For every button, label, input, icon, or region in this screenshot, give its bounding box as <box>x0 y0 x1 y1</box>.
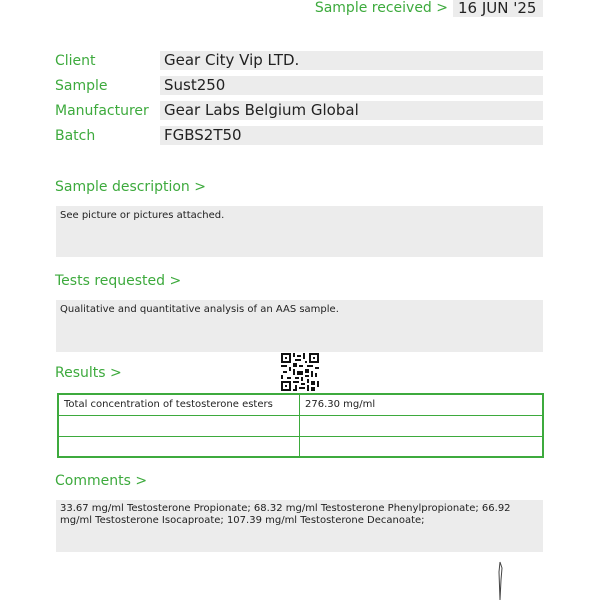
comments-heading: Comments > <box>55 473 148 489</box>
tests-requested-box <box>56 300 543 352</box>
comments-box <box>56 500 543 552</box>
result-name <box>59 437 300 456</box>
table-row <box>59 416 542 437</box>
comments-text: 33.67 mg/ml Testosterone Propionate; 68.32 mg/ml Testosterone Phenylpropionate; 66.92 mg/ml Testosterone Isocaproate; 107.39 mg/ml Testosterone Decanoate; <box>60 503 511 526</box>
sample-description-heading: Sample description > <box>55 179 206 195</box>
result-name: Total concentration of testosterone esters <box>59 395 300 415</box>
batch-value: FGBS2T50 <box>160 126 543 145</box>
results-table <box>57 393 544 458</box>
sample-value: Sust250 <box>160 76 543 95</box>
signature-stroke-icon <box>480 560 520 600</box>
client-label: Client <box>55 53 96 69</box>
results-heading: Results > <box>55 365 122 381</box>
result-name <box>59 416 300 436</box>
sample-description-text: See picture or pictures attached. <box>60 210 225 221</box>
batch-label: Batch <box>55 128 96 144</box>
qr-code-icon <box>281 353 319 391</box>
result-value <box>300 416 544 436</box>
manufacturer-value: Gear Labs Belgium Global <box>160 101 543 120</box>
table-row <box>59 437 542 456</box>
client-value: Gear City Vip LTD. <box>160 51 543 70</box>
tests-requested-heading: Tests requested > <box>55 273 182 289</box>
table-row <box>59 395 542 416</box>
result-value <box>300 437 544 456</box>
sample-description-box <box>56 206 543 257</box>
result-value: 276.30 mg/ml <box>305 399 376 410</box>
manufacturer-label: Manufacturer <box>55 103 149 119</box>
tests-requested-text: Qualitative and quantitative analysis of an AAS sample. <box>60 304 339 315</box>
sample-received-value: 16 JUN '25 <box>453 0 543 17</box>
sample-received-label: Sample received > <box>314 0 448 16</box>
sample-label: Sample <box>55 78 108 94</box>
